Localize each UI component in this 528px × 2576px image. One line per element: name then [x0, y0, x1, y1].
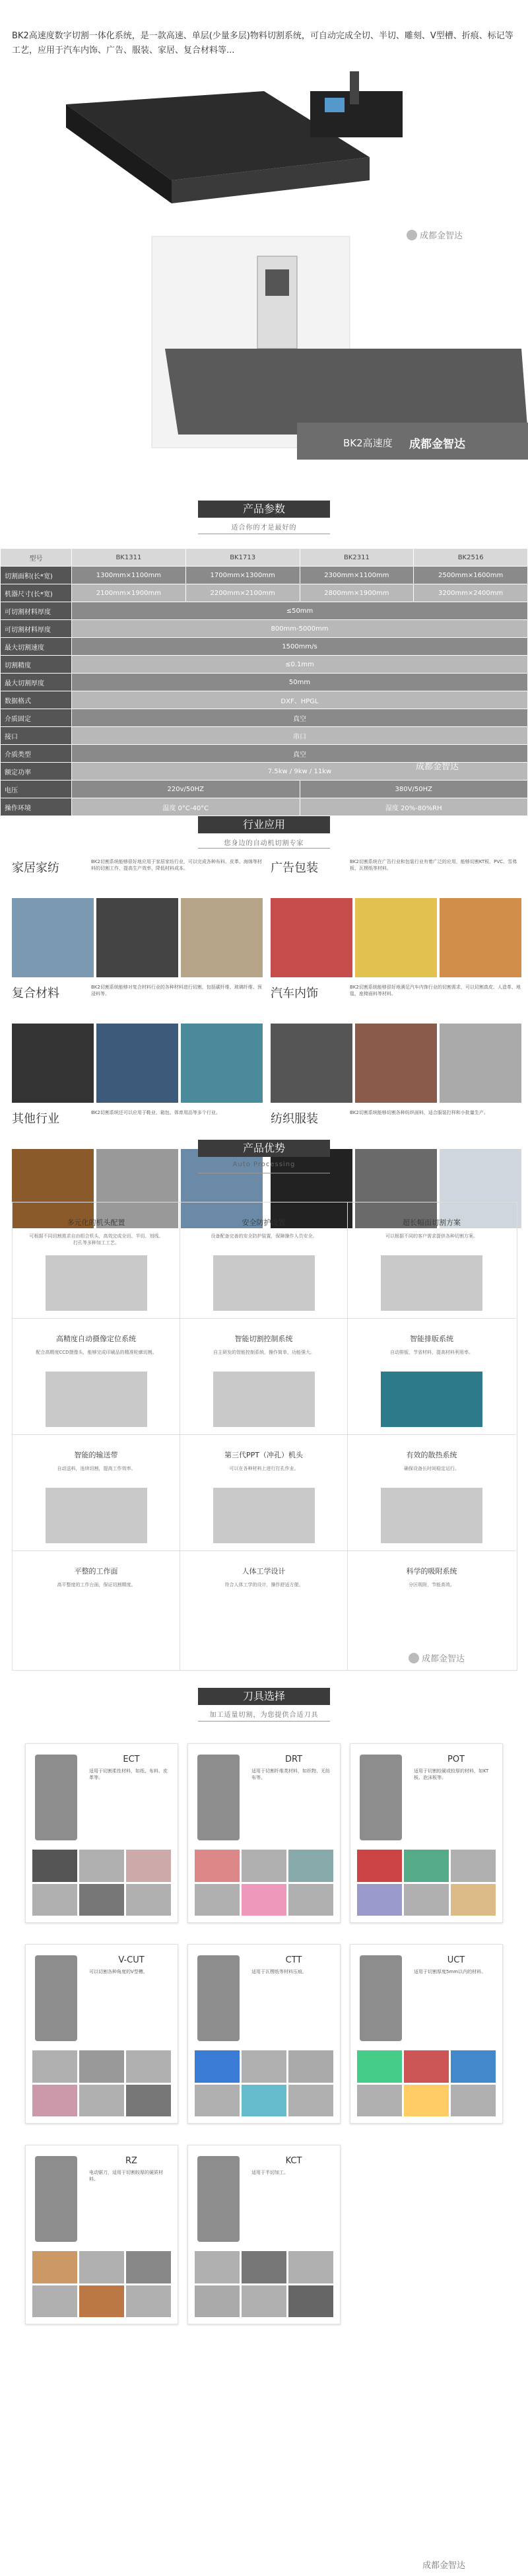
industry-desc: BK2切割系统能够切割各种纺织面料，适合服装打样和小批量生产。: [350, 1110, 488, 1115]
advantage-cell: [13, 1319, 180, 1435]
advantage-title: 安全防护设置: [242, 1218, 286, 1227]
advantage-title: 第三代PPT（冲孔）机头: [224, 1451, 303, 1459]
knife-sample-images: [195, 1850, 333, 1916]
advantage-desc: 配合高精度CCD摄像头，能够完成印刷品的精准轮廓切割。: [36, 1350, 157, 1355]
advantage-title: 人体工学设计: [242, 1567, 286, 1576]
advantage-image: [46, 1372, 147, 1427]
knife-name: DRT: [284, 1755, 303, 1764]
advantage-desc: 设备配备完善的安全防护装置，保障操作人员安全。: [211, 1234, 317, 1239]
advantage-desc: 确保设备长时间稳定运行。: [404, 1466, 459, 1471]
params-value: 220v/50HZ: [72, 781, 300, 798]
knife-sample-images: [195, 2050, 333, 2116]
knife-tool-image: [197, 1755, 240, 1840]
knife-card: [187, 1944, 341, 2124]
knife-sample-images: [195, 2251, 333, 2317]
params-label: 切割面积(长*宽): [1, 567, 72, 584]
advantage-cell: [13, 1551, 180, 1670]
hero-watermark: 成都金智达: [409, 438, 465, 451]
params-label: 数据格式: [1, 691, 72, 709]
params-value: 7.5kw / 9kw / 11kw: [72, 763, 528, 781]
params-table: [0, 548, 528, 816]
advantage-title: 高精度自动摄像定位系统: [56, 1335, 136, 1343]
params-header-cell: BK1311: [72, 549, 186, 567]
params-value: DXF、HPGL: [72, 691, 528, 709]
knife-sample-images: [32, 1850, 171, 1916]
industry-title: 行业应用: [198, 816, 330, 833]
hero-caption: BK2高速度: [343, 437, 393, 449]
params-value: 800mm-5000mm: [72, 620, 528, 638]
knife-desc: 适用于切割柔性材料，如纸、布料、皮革等。: [89, 1768, 168, 1780]
industry-desc: BK2切割系统能够对复合材料行业的各种材料进行切割，包括碳纤维、玻璃纤维、预浸料等。: [91, 985, 262, 996]
knife-card: [350, 1944, 503, 2124]
advantage-cell: [180, 1202, 348, 1319]
advantage-image: [381, 1488, 482, 1543]
wechat-icon: [407, 230, 417, 240]
advantage-image: [213, 1372, 315, 1427]
advantage-title: 平整的工作面: [74, 1567, 118, 1576]
knife-desc: 适用于瓦楞纸等材料压痕。: [251, 1969, 307, 1974]
params-value: 1500mm/s: [72, 638, 528, 656]
knife-card: [25, 1944, 178, 2124]
knives-rule: [198, 1721, 330, 1722]
params-row: 切割面积(长*宽) 1300mm×1100mm 1700mm×1300mm 2300mm×1100mm 2500mm×1600mm: [1, 567, 528, 584]
knife-card: [350, 1743, 503, 1923]
knife-card: [187, 1743, 341, 1923]
params-value: 真空: [72, 745, 528, 763]
intro-text: BK2高速度数字切割一体化系统，是一款高速、单层(少量多层)物料切割系统，可自动完成全切、半切、雕刻、V型槽、折痕、标记等工艺，应用于汽车内饰、广告、服装、家居、复合材料等...: [12, 31, 513, 55]
industry-name: 广告包装: [271, 861, 318, 875]
advantage-desc: 自主研发的智能控制系统，操作简单，功能强大。: [213, 1350, 315, 1355]
industry-block: [271, 858, 521, 977]
knife-desc: 电动锯刀，适用于切割较厚的硬质材料。: [89, 2170, 163, 2182]
params-label: 机器尺寸(长*宽): [1, 584, 72, 602]
knife-card: [25, 1743, 178, 1923]
industry-name: 复合材料: [12, 987, 59, 1000]
industry-desc: BK2切割系统能够很好地满足汽车内饰行业的切割需求，可以切割真皮、人造革、地毯、座椅面料等材料。: [350, 985, 521, 996]
knives-title: 刀具选择: [198, 1688, 330, 1705]
knife-tool-image: [197, 2156, 240, 2242]
bottom-watermark: 成都金智达: [422, 2561, 466, 2571]
hero-product-image: [0, 65, 528, 466]
advantage-image: [46, 1255, 147, 1311]
knife-tool-image: [35, 1955, 77, 2041]
params-header-cell: BK2311: [300, 549, 414, 567]
advantage-desc: 高平整度的工作台面，保证切割精度。: [57, 1582, 136, 1587]
advantage-desc: 分区吸附，节能高效。: [409, 1582, 455, 1587]
knife-desc: 适用于切割纤维类材料，如织物、无纺布等。: [251, 1768, 330, 1780]
knife-name: V-CUT: [118, 1955, 145, 1965]
industry-name: 家居家纺: [12, 861, 59, 875]
advantage-image: [46, 1488, 147, 1543]
knife-card: [187, 2145, 341, 2324]
advantage-image: [381, 1372, 482, 1427]
params-label: 额定功率: [1, 763, 72, 781]
advantage-title: 超长幅面切割方案: [403, 1218, 461, 1227]
advantages-watermark: 成都金智达: [409, 1652, 465, 1664]
advantage-title: 智能的输送带: [74, 1451, 118, 1459]
industry-name: 其他行业: [12, 1112, 59, 1126]
knife-tool-image: [360, 1955, 402, 2041]
industry-photos: [12, 1024, 263, 1103]
industry-name: 汽车内饰: [271, 987, 318, 1000]
industry-subtitle: 您身边的自动机切割专家: [224, 840, 304, 847]
knife-tool-image: [35, 1755, 77, 1840]
knife-desc: 可以切割各种角度的V型槽。: [89, 1969, 148, 1974]
advantage-desc: 可根据不同切割需求自由组合机头，高效完成全切、半切、划线、打孔等多种加工工艺。: [29, 1234, 164, 1245]
knife-sample-images: [32, 2050, 171, 2116]
advantage-cell: [13, 1435, 180, 1551]
advantage-image: [213, 1488, 315, 1543]
advantage-title: 有效的散热系统: [406, 1451, 457, 1459]
knife-desc: 适用于半切加工。: [251, 2170, 288, 2175]
advantage-image: [381, 1255, 482, 1311]
knife-name: ECT: [123, 1755, 140, 1764]
advantage-title: 智能切割控制系统: [234, 1335, 293, 1343]
params-label: 介质固定: [1, 709, 72, 727]
industry-photos: [271, 1024, 521, 1103]
industry-block: [271, 984, 521, 1103]
knife-name: UCT: [447, 1955, 465, 1965]
advantage-cell: [348, 1435, 515, 1551]
industry-name: 纺织服装: [271, 1112, 318, 1126]
industry-block: [12, 858, 263, 977]
params-value: 380V/50HZ: [300, 781, 528, 798]
advantage-title: 多元化的机头配置: [67, 1218, 125, 1227]
params-title: 产品参数: [198, 501, 330, 518]
industry-block: [12, 984, 263, 1103]
advantage-desc: 符合人体工学的设计，操作舒适方便。: [224, 1582, 304, 1587]
params-watermark: 成都金智达: [416, 762, 459, 772]
advantage-title: 智能排版系统: [410, 1335, 453, 1343]
params-label: 最大切割厚度: [1, 674, 72, 691]
knives-subtitle: 加工适量切割，为您提供合适刀具: [209, 1712, 319, 1719]
params-header-row: [1, 549, 528, 567]
knife-name: CTT: [285, 1955, 302, 1965]
advantage-cell: [180, 1435, 348, 1551]
knife-tool-image: [197, 1955, 240, 2041]
params-label: 电压: [1, 781, 72, 798]
knife-card: [25, 2145, 178, 2324]
advantage-cell: [180, 1319, 348, 1435]
params-header-cell: 型号: [1, 549, 72, 567]
params-header-cell: BK2516: [414, 549, 528, 567]
params-value: 温度 0°C-40°C: [72, 798, 300, 816]
industry-desc: BK2切割系统在广告行业和包装行业有着广泛的应用，能够切割KT板、PVC、雪弗板、瓦楞纸等材料。: [350, 859, 517, 871]
knife-name: RZ: [125, 2156, 137, 2166]
params-value: 串口: [72, 727, 528, 745]
params-label: 切割精度: [1, 656, 72, 674]
advantages-title: 产品优势: [198, 1140, 330, 1157]
industry-photos: [12, 898, 263, 977]
industry-desc: BK2切割系统还可以应用于鞋业、箱包、体育用品等多个行业。: [91, 1110, 220, 1115]
advantage-cell: [348, 1319, 515, 1435]
advantage-desc: 可以根据不同的客户需求提供各种切割方案。: [385, 1234, 478, 1239]
advantage-desc: 自动送料，连续切割，提高工作效率。: [57, 1466, 136, 1471]
knife-desc: 适用于切割厚度5mm以内的材料。: [414, 1969, 486, 1974]
knife-sample-images: [357, 2050, 496, 2116]
params-row: 机器尺寸(长*宽) 2100mm×1900mm 2200mm×2100mm 2800mm×1900mm 3200mm×2400mm: [1, 584, 528, 602]
advantage-desc: 可以在各种材料上进行打孔作业。: [229, 1466, 299, 1471]
params-label: 可切割材料厚度: [1, 620, 72, 638]
industry-photos: [271, 898, 521, 977]
knife-sample-images: [32, 2251, 171, 2317]
params-value: ≤50mm: [72, 602, 528, 620]
knife-name: POT: [447, 1755, 465, 1764]
params-value: ≤0.1mm: [72, 656, 528, 674]
advantage-desc: 自动排版，节省材料，提高材料利用率。: [390, 1350, 473, 1355]
knife-desc: 适用于切割较硬或较厚的材料，如KT板、泡沫板等。: [414, 1768, 489, 1780]
params-value: 50mm: [72, 674, 528, 691]
knife-name: KCT: [285, 2156, 302, 2166]
advantage-cell: [180, 1551, 348, 1670]
industry-rule: [198, 848, 330, 849]
advantage-cell: [348, 1202, 515, 1319]
industry-desc: BK2切割系统能够很好地应用于家居家纺行业，可以完成各种布料、皮革、海绵等材料的切割工作，提高生产效率，降低材料成本。: [91, 859, 262, 871]
params-label: 可切割材料厚度: [1, 602, 72, 620]
params-subtitle: 适合你的才是最好的: [231, 524, 297, 532]
knife-tool-image: [35, 2156, 77, 2242]
wechat-icon: [409, 1653, 419, 1663]
advantage-title: 科学的吸附系统: [406, 1567, 457, 1576]
knife-sample-images: [357, 1850, 496, 1916]
advantages-grid: [12, 1202, 517, 1671]
advantages-subtitle: Auto Processing: [232, 1161, 296, 1168]
knife-tool-image: [360, 1755, 402, 1840]
params-label: 最大切割速度: [1, 638, 72, 656]
params-label: 接口: [1, 727, 72, 745]
params-value: 湿度 20%-80%RH: [300, 798, 528, 816]
params-label: 介质类型: [1, 745, 72, 763]
params-header-cell: BK1713: [185, 549, 300, 567]
cutting-machine-illustration: [0, 65, 528, 466]
params-label: 操作环境: [1, 798, 72, 816]
params-value: 真空: [72, 709, 528, 727]
hero-top-watermark: 成都金智达: [407, 228, 463, 241]
advantage-image: [213, 1255, 315, 1311]
advantage-cell: [13, 1202, 180, 1319]
